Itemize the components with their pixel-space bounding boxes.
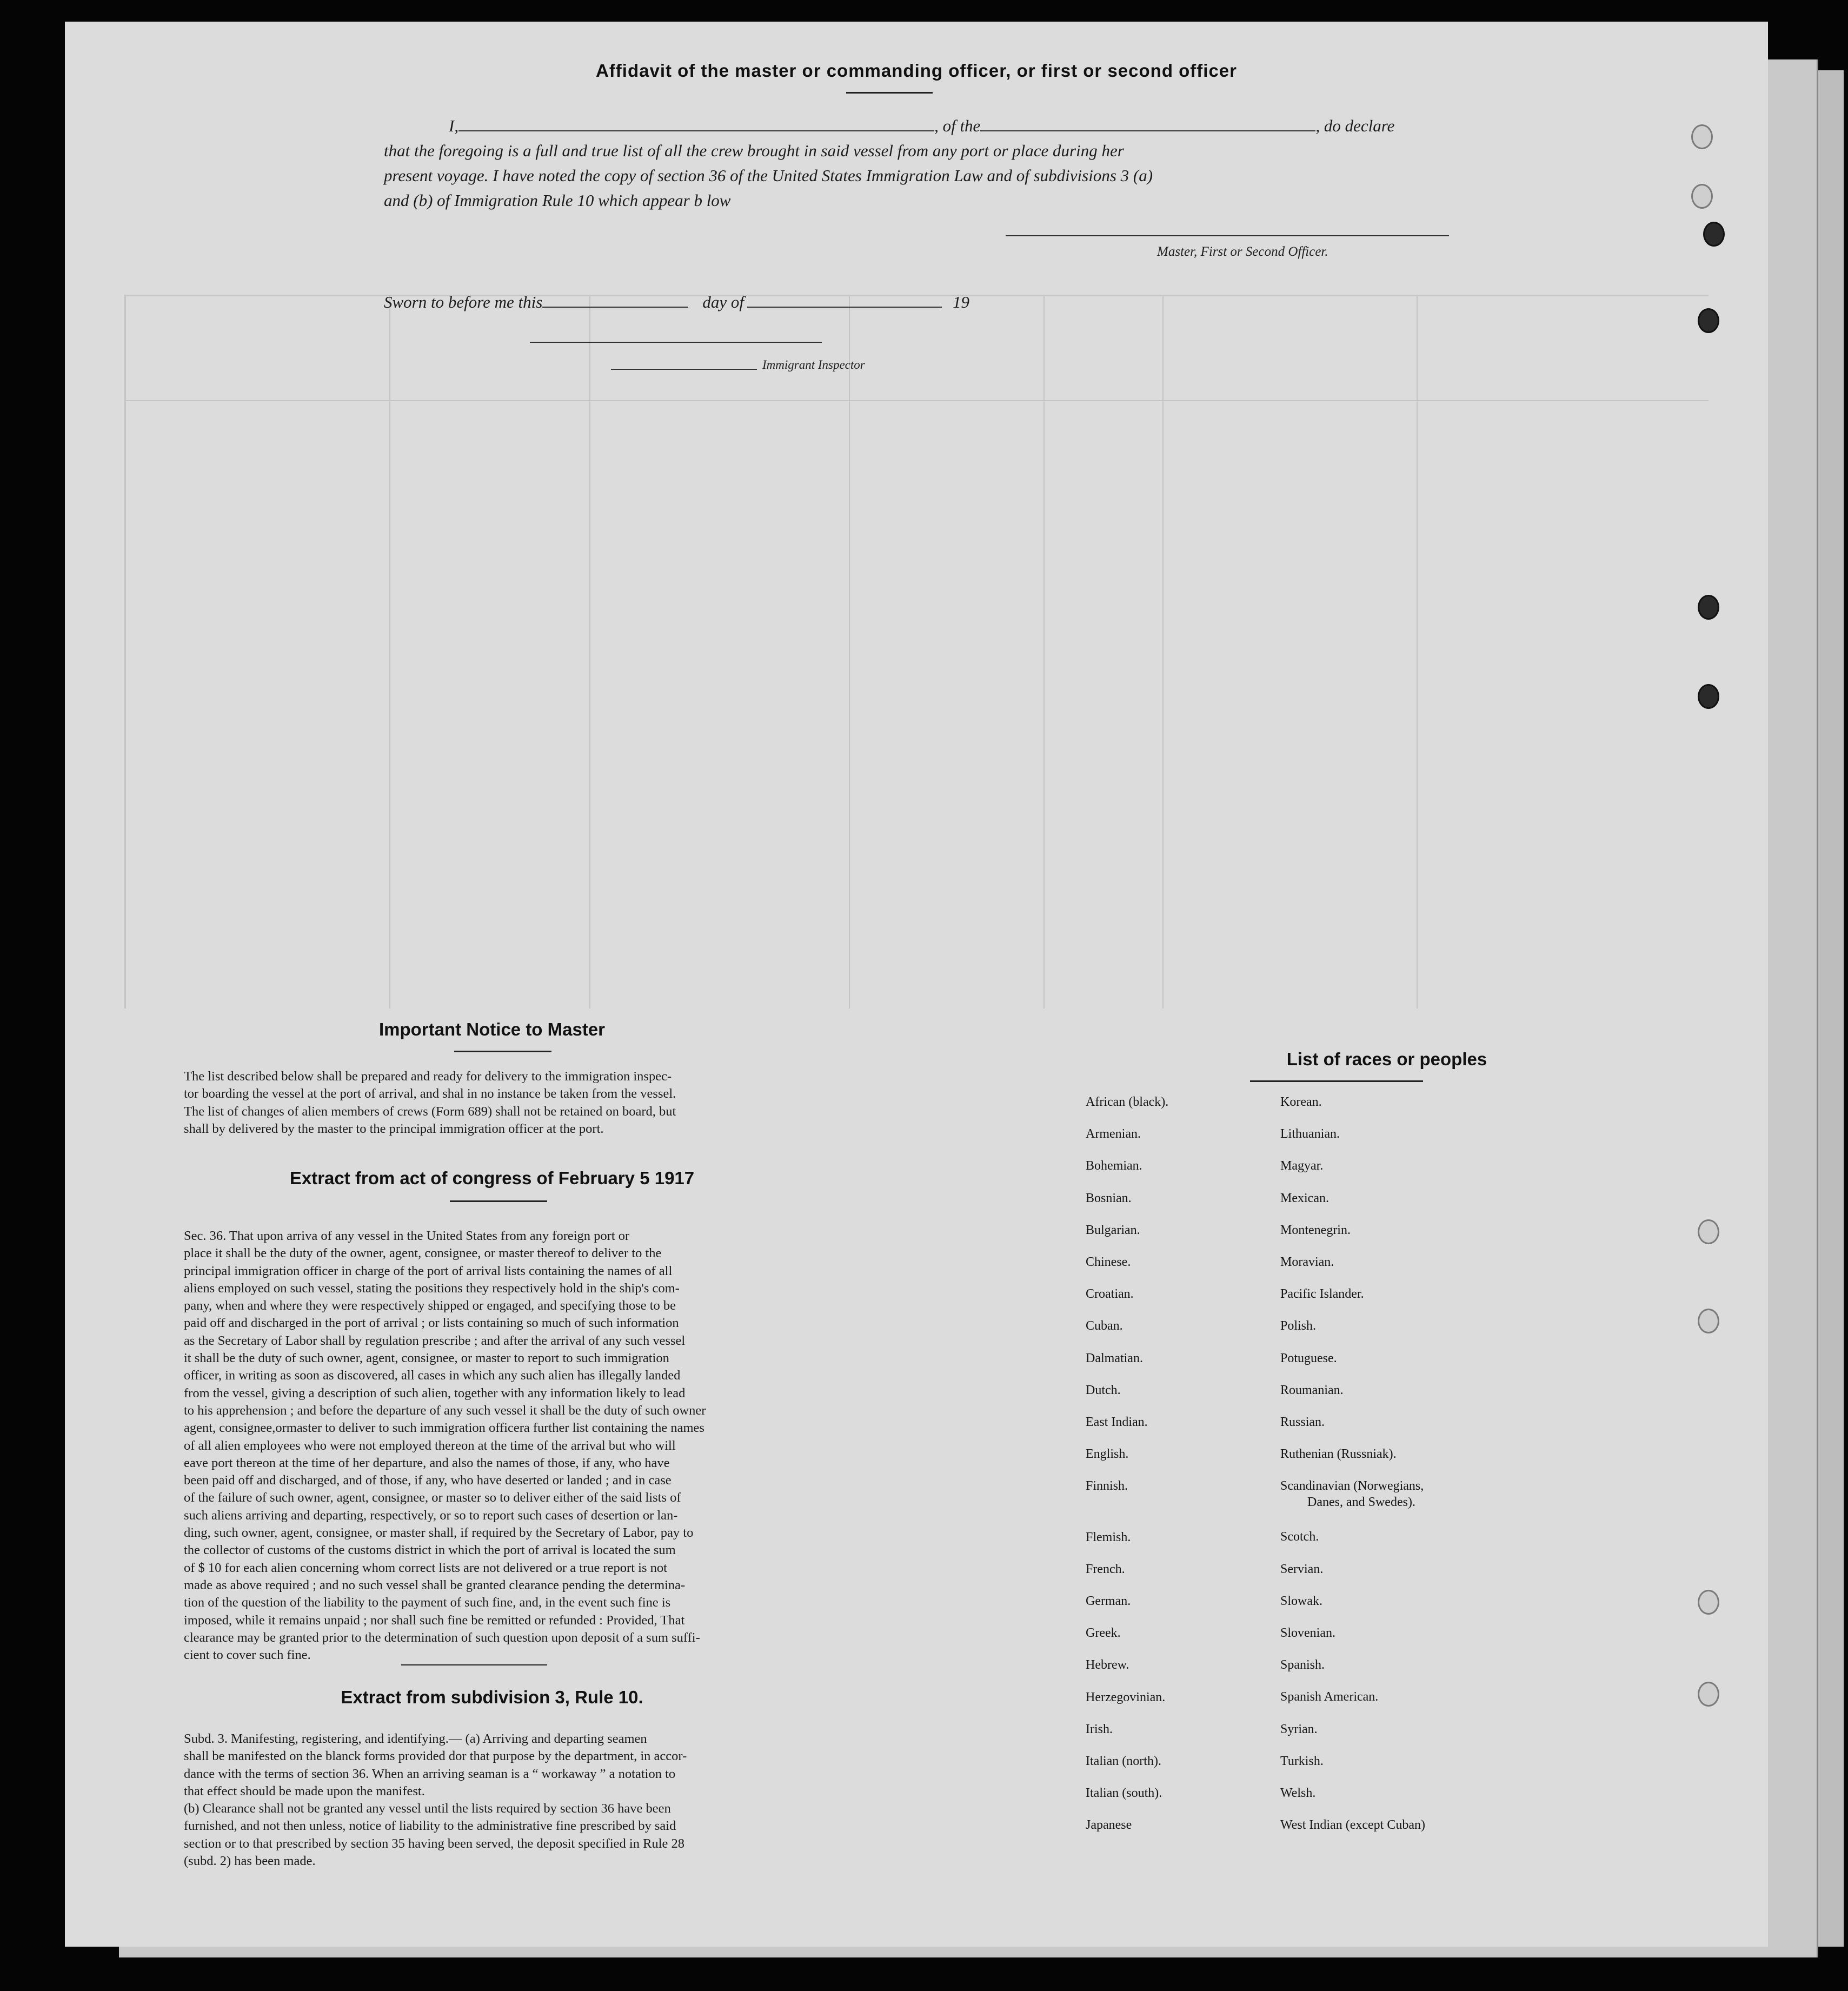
act-line: eave port thereon at the time of her departure, and also the names of those, if any, who have <box>184 1455 670 1470</box>
affidavit-line1-suffix: , do declare <box>1315 116 1395 135</box>
race-item: Magyar. <box>1280 1159 1324 1173</box>
extract-rule-title: Extract from subdivision 3, Rule 10. <box>341 1687 643 1707</box>
race-item: Bulgarian. <box>1086 1223 1140 1237</box>
notice-line: shall by delivered by the master to the principal immigration officer at the port. <box>184 1121 604 1136</box>
race-item: Syrian. <box>1280 1722 1318 1736</box>
races-left-column <box>1086 1095 1302 1852</box>
act-line: Sec. 36. That upon arriva of any vessel in the United States from any foreign port or <box>184 1229 630 1243</box>
race-item: Mexican. <box>1280 1191 1329 1205</box>
inspector-signature-line-2[interactable] <box>611 369 757 370</box>
race-item: Hebrew. <box>1086 1658 1129 1673</box>
race-item: Greek. <box>1086 1626 1121 1641</box>
rule-line: Subd. 3. Manifesting, registering, and identifying.— (a) Arriving and departing seamen <box>184 1731 647 1746</box>
notice-title: Important Notice to Master <box>378 1019 606 1039</box>
notice-line: The list of changes of alien members of crews (Form 689) shall not be retained on board, but <box>184 1104 676 1119</box>
race-item: Turkish. <box>1280 1754 1324 1768</box>
rule-line: section or to that prescribed by section 35 having been served, the deposit specified in Rule 28 <box>184 1836 684 1851</box>
extract-act-body <box>184 1227 860 1664</box>
affidavit-line-4: and (b) of Immigration Rule 10 which appear b low <box>384 191 731 210</box>
race-item: English. <box>1086 1447 1129 1462</box>
section-divider <box>401 1664 547 1665</box>
extract-act-title-rule <box>450 1200 547 1202</box>
race-item: Irish. <box>1086 1722 1113 1736</box>
race-item: Slowak. <box>1280 1594 1322 1608</box>
race-item: Croatian. <box>1086 1287 1134 1302</box>
act-line: of all alien employees who were not employed thereon at the time of the arrival but who will <box>184 1438 676 1453</box>
act-line: place it shall be the duty of the owner, agent, consignee, or master thereof to deliver to the <box>184 1246 662 1261</box>
race-item: Russian. <box>1280 1415 1325 1429</box>
act-line: to his apprehension ; and before the departure of any such vessel it shall be the duty of such owner <box>184 1403 706 1418</box>
notice-line: The list described below shall be prepared and ready for delivery to the immigration inspec- <box>184 1069 672 1084</box>
race-item: Montenegrin. <box>1280 1223 1351 1237</box>
act-line: ding, such owner, agent, consignee, or master shall, if required by the Secretary of Labor, pay to <box>184 1525 694 1541</box>
race-item: Finnish. <box>1086 1479 1128 1494</box>
inspector-caption: Immigrant Inspector <box>762 358 865 371</box>
race-item: French. <box>1086 1562 1125 1576</box>
act-line: paid off and discharged in the port of arrival ; or lists containing so much of such information <box>184 1316 679 1331</box>
act-line: of $ 10 for each alien concerning whom correct lists are not delivered or a true report is not <box>184 1560 667 1575</box>
rule-line: dance with the terms of section 36. When an arriving seaman is a “ workaway ” a notation to <box>184 1766 676 1781</box>
act-line: officer, in writing as soon as discovered, all cases in which any such alien has illegally landed <box>184 1368 681 1383</box>
race-item: Herzegovinian. <box>1086 1690 1166 1704</box>
act-line: tion of the question of the liability to the payment of such fine, and, in the event such fine is <box>184 1595 671 1610</box>
act-line: it shall be the duty of such owner, agent, consignee, or master to report to such immigration <box>184 1351 669 1366</box>
race-item: Roumanian. <box>1280 1383 1344 1397</box>
affidavit-title: Affidavit of the master or commanding officer, or first or second officer <box>595 61 1237 81</box>
race-item: Dutch. <box>1086 1383 1121 1397</box>
race-item: Spanish American. <box>1280 1690 1379 1704</box>
affidavit-line1-mid: , of the <box>934 116 981 135</box>
race-item: Japanese <box>1086 1818 1132 1833</box>
sworn-day-blank[interactable] <box>542 293 688 308</box>
race-item: Slovenian. <box>1280 1626 1335 1640</box>
act-line: principal immigration officer in charge of the port of arrival lists containing the names of all <box>184 1263 673 1278</box>
binder-hole <box>1698 308 1719 333</box>
race-item: Dalmatian. <box>1086 1351 1143 1365</box>
races-right-column <box>1280 1095 1616 1852</box>
race-item: Flemish. <box>1086 1530 1131 1544</box>
race-item: Bosnian. <box>1086 1191 1132 1205</box>
race-item: Lithuanian. <box>1280 1127 1340 1141</box>
binder-hole <box>1698 684 1719 709</box>
binder-hole <box>1698 1682 1719 1707</box>
extract-rule-body <box>184 1730 860 1870</box>
affidavit-title-rule <box>846 92 933 94</box>
binder-hole <box>1698 1309 1719 1333</box>
race-item: Cuban. <box>1086 1319 1123 1333</box>
sworn-mid: day of <box>702 293 744 311</box>
race-item: Moravian. <box>1280 1255 1334 1269</box>
affidavit-line1-prefix: I, <box>449 116 459 135</box>
affidavit-line-1 <box>384 114 1465 138</box>
act-line: imposed, while it remains unpaid ; nor shall such fine be remitted or refunded : Provided, That <box>184 1612 685 1628</box>
race-item: Potuguese. <box>1280 1351 1337 1365</box>
race-item: Scotch. <box>1280 1530 1319 1544</box>
act-line: pany, when and where they were respectively shipped or engaged, and specifying those to be <box>184 1298 676 1313</box>
binder-hole <box>1691 124 1713 149</box>
rule-line: shall be manifested on the blanck forms provided dor that purpose by the department, in accor- <box>184 1749 687 1764</box>
race-item: Welsh. <box>1280 1786 1316 1800</box>
race-item: Spanish. <box>1280 1658 1325 1673</box>
race-item: Polish. <box>1280 1319 1317 1333</box>
binder-hole <box>1698 1590 1719 1615</box>
race-item: Korean. <box>1280 1095 1322 1109</box>
race-item: Chinese. <box>1086 1255 1131 1269</box>
race-item: German. <box>1086 1594 1131 1608</box>
race-item: Bohemian. <box>1086 1159 1142 1173</box>
races-title-rule <box>1250 1080 1423 1082</box>
race-item: Pacific Islander. <box>1280 1287 1364 1302</box>
rule-line: (b) Clearance shall not be granted any vessel until the lists required by section 36 have been <box>184 1801 671 1816</box>
race-item: East Indian. <box>1086 1415 1148 1429</box>
act-line: the collector of customs of the customs district in which the port of arrival is located the sum <box>184 1543 676 1558</box>
race-item: Servian. <box>1280 1562 1324 1576</box>
act-line: aliens employed on such vessel, stating the positions they respectively hold in the ship's com- <box>184 1280 680 1296</box>
rule-line: (subd. 2) has been made. <box>184 1854 316 1869</box>
vessel-name-blank[interactable] <box>980 116 1315 131</box>
sworn-year: 19 <box>952 293 969 311</box>
sworn-prefix: Sworn to before me this <box>384 293 543 311</box>
binder-hole <box>1703 222 1725 247</box>
race-item: Danes, and Swedes). <box>1307 1495 1415 1510</box>
races-title: List of races or peoples <box>1286 1049 1487 1069</box>
race-item: Italian (north). <box>1086 1754 1161 1768</box>
race-item: African (black). <box>1086 1095 1169 1109</box>
notice-line: tor boarding the vessel at the port of arrival, and shal in no instance be taken from the vessel. <box>184 1086 676 1101</box>
race-item: Scandinavian (Norwegians, <box>1280 1479 1424 1494</box>
race-item: Ruthenian (Russniak). <box>1280 1447 1397 1462</box>
act-line: been paid off and discharged, and of those, if any, who have deserted or landed ; and in case <box>184 1473 672 1488</box>
inspector-signature-line[interactable] <box>530 342 822 343</box>
act-line: such aliens arriving and departing, respectively, or so to report such cases of desertion or lan- <box>184 1508 678 1523</box>
act-line: agent, consignee,ormaster to deliver to such immigration officera further list containing the names <box>184 1421 704 1436</box>
affidavit-line-2: that the foregoing is a full and true list of all the crew brought in said vessel from any port or place during her <box>384 141 1124 160</box>
race-item: Italian (south). <box>1086 1786 1162 1801</box>
rule-line: that effect should be made upon the manifest. <box>184 1783 425 1798</box>
binder-hole <box>1698 595 1719 620</box>
affidavit-line-3: present voyage. I have noted the copy of section 36 of the United States Immigration Law and of subdivisions 3 (a) <box>384 166 1153 185</box>
rule-line: furnished, and not then unless, notice of liability to the administrative fine prescribed by said <box>184 1819 676 1834</box>
act-line: as the Secretary of Labor shall by regulation prescribe ; and after the arrival of any such vessel <box>184 1333 686 1348</box>
notice-body <box>184 1068 860 1138</box>
act-line: cient to cover such fine. <box>184 1648 311 1663</box>
sworn-month-blank[interactable] <box>747 293 942 308</box>
master-signature-caption: Master, First or Second Officer. <box>1157 244 1328 259</box>
notice-title-rule <box>454 1051 551 1052</box>
sworn-line <box>384 290 1141 315</box>
act-line: made as above required ; and no such vessel shall be granted clearance pending the determina- <box>184 1577 686 1592</box>
extract-act-title: Extract from act of congress of February 5 1917 <box>289 1168 695 1188</box>
binder-hole <box>1691 184 1713 209</box>
race-item: Armenian. <box>1086 1127 1141 1141</box>
act-line: clearance may be granted prior to the determination of such question upon deposit of a sum suffi- <box>184 1630 700 1645</box>
master-name-blank[interactable] <box>458 116 934 131</box>
race-item: West Indian (except Cuban) <box>1280 1818 1425 1833</box>
act-line: from the vessel, giving a description of such alien, together with any information likely to lead <box>184 1385 686 1401</box>
act-line: of the failure of such owner, agent, consignee, or master so to deliver either of the said lists of <box>184 1490 681 1505</box>
binder-hole <box>1698 1219 1719 1244</box>
manifest-reverse-page <box>65 22 1768 1947</box>
master-signature-line[interactable] <box>1006 235 1449 236</box>
